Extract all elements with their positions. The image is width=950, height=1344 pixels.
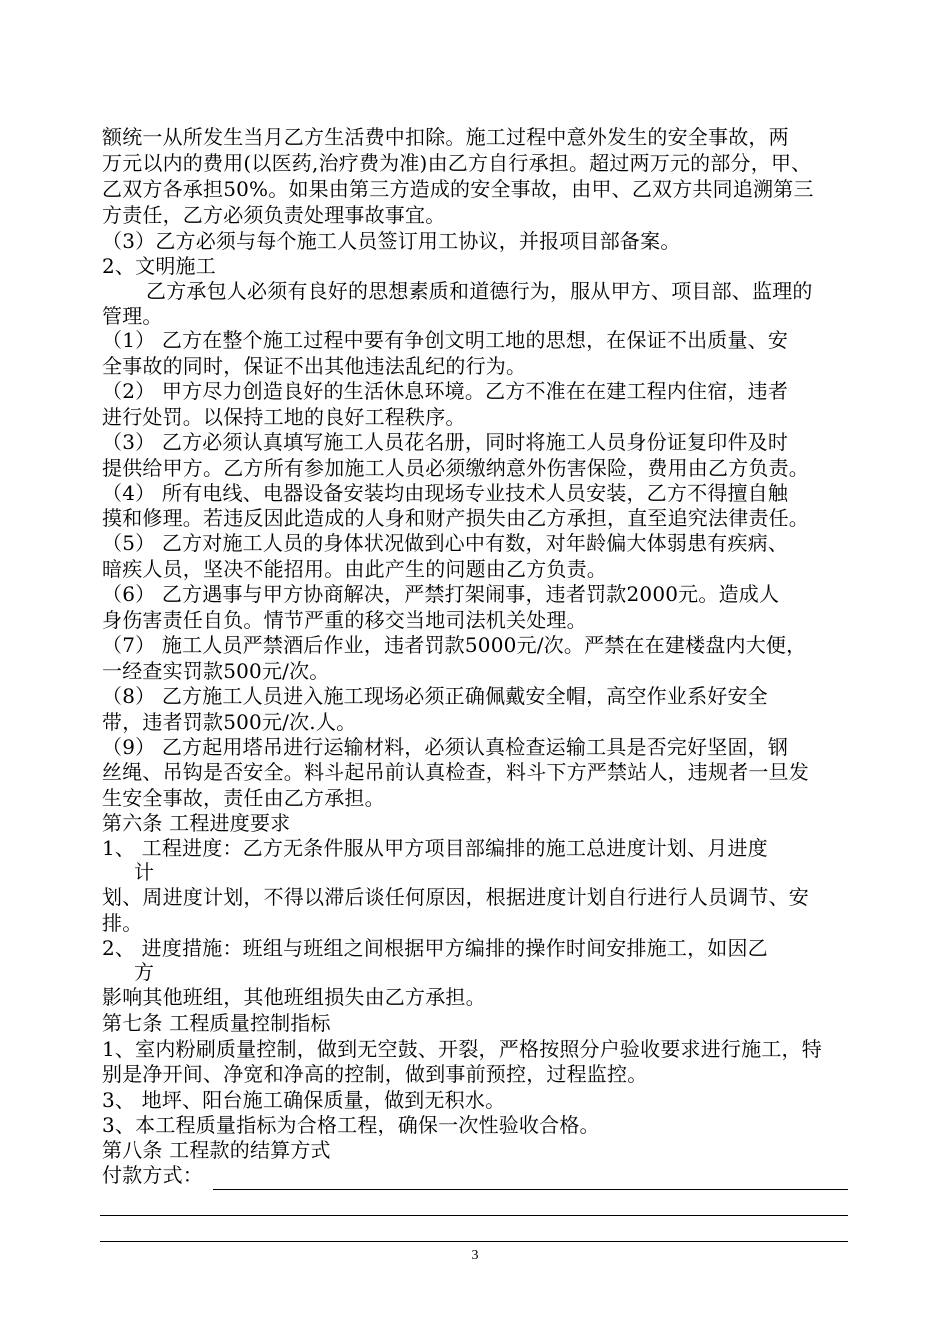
text-line: 排。 bbox=[102, 911, 143, 935]
text-line: （7） 施工人员严禁酒后作业，违者罚款5000元/次。严禁在在建楼盘内大便， bbox=[102, 633, 807, 657]
fill-in-line bbox=[100, 1241, 848, 1242]
text-line: 提供给甲方。乙方所有参加施工人员必须缴纳意外伤害保险，费用由乙方负责。 bbox=[102, 456, 809, 480]
text-line: （9） 乙方起用塔吊进行运输材料，必须认真检查运输工具是否完好坚固，钢 bbox=[102, 735, 789, 759]
text-line: 全事故的同时，保证不出其他违法乱纪的行为。 bbox=[102, 354, 527, 378]
text-line: 万元以内的费用(以医药,治疗费为准)由乙方自行承担。超过两万元的部分，甲、 bbox=[102, 151, 812, 175]
page-number: 3 bbox=[471, 1248, 479, 1263]
text-line: 身伤害责任自负。情节严重的移交当地司法机关处理。 bbox=[102, 608, 587, 632]
text-line: 计 bbox=[134, 860, 155, 884]
text-line: 管理。 bbox=[102, 304, 163, 328]
text-line: （3）乙方必须与每个施工人员签订用工协议，并报项目部备案。 bbox=[102, 229, 681, 253]
text-line: （2） 甲方尽力创造良好的生活休息环境。乙方不准在在建工程内住宿，违者 bbox=[102, 379, 789, 403]
text-line: 进行处罚。以保持工地的良好工程秩序。 bbox=[102, 405, 466, 429]
text-line: 乙双方各承担50%。如果由第三方造成的安全事故，由甲、乙双方共同追溯第三 bbox=[102, 177, 814, 201]
text-line: （3） 乙方必须认真填写施工人员花名册，同时将施工人员身份证复印件及时 bbox=[102, 430, 789, 454]
text-line: 3、 地坪、阳台施工确保质量，做到无积水。 bbox=[102, 1088, 506, 1112]
text-line: 摸和修理。若违反因此造成的人身和财产损失由乙方承担，直至追究法律责任。 bbox=[102, 506, 809, 530]
text-line: （8） 乙方施工人员进入施工现场必须正确佩戴安全帽，高空作业系好安全 bbox=[102, 684, 768, 708]
text-line: 额统一从所发生当月乙方生活费中扣除。施工过程中意外发生的安全事故，两 bbox=[102, 125, 789, 149]
section-heading: 2、文明施工 bbox=[102, 254, 216, 278]
text-line: （1） 乙方在整个施工过程中要有争创文明工地的思想，在保证不出质量、安 bbox=[102, 328, 789, 352]
text-line: 3、本工程质量指标为合格工程，确保一次性验收合格。 bbox=[102, 1113, 600, 1137]
text-line: 暗疾人员，坚决不能招用。由此产生的问题由乙方负责。 bbox=[102, 557, 607, 581]
text-line: 影响其他班组，其他班组损失由乙方承担。 bbox=[102, 985, 486, 1009]
text-line: 生安全事故，责任由乙方承担。 bbox=[102, 786, 385, 810]
payment-method-label: 付款方式： bbox=[102, 1163, 203, 1187]
text-line: （4） 所有电线、电器设备安装均由现场专业技术人员安装，乙方不得擅自触 bbox=[102, 481, 789, 505]
fill-in-line bbox=[213, 1189, 848, 1190]
text-line: 1、室内粉刷质量控制，做到无空鼓、开裂，严格按照分户验收要求进行施工，特 bbox=[102, 1037, 822, 1061]
text-line: 1、 工程进度：乙方无条件服从甲方项目部编排的施工总进度计划、月进度 bbox=[102, 836, 768, 860]
article-heading: 第七条 工程质量控制指标 bbox=[102, 1011, 331, 1035]
article-heading: 第六条 工程进度要求 bbox=[102, 811, 291, 835]
fill-in-line bbox=[100, 1215, 848, 1216]
text-line: （5） 乙方对施工人员的身体状况做到心中有数，对年龄偏大体弱患有疾病、 bbox=[102, 531, 789, 555]
text-line: 划、周进度计划，不得以滞后谈任何原因，根据进度计划自行进行人员调节、安 bbox=[102, 885, 809, 909]
text-line: 方 bbox=[134, 960, 155, 984]
text-line: 方责任，乙方必须负责处理事故事宜。 bbox=[102, 203, 446, 227]
text-line: 带，违者罚款500元/次.人。 bbox=[102, 710, 357, 734]
text-line: 2、 进度措施：班组与班组之间根据甲方编排的操作时间安排施工，如因乙 bbox=[102, 936, 768, 960]
text-line: 一经查实罚款500元/次。 bbox=[102, 659, 330, 683]
article-heading: 第八条 工程款的结算方式 bbox=[102, 1138, 331, 1162]
text-line: （6） 乙方遇事与甲方协商解决，严禁打架闹事，违者罚款2000元。造成人 bbox=[102, 582, 780, 606]
text-line: 别是净开间、净宽和净高的控制，做到事前预控，过程监控。 bbox=[102, 1062, 648, 1086]
text-line: 乙方承包人必须有良好的思想素质和道德行为，服从甲方、项目部、监理的 bbox=[146, 279, 813, 303]
text-line: 丝绳、吊钩是否安全。料斗起吊前认真检查，料斗下方严禁站人，违规者一旦发 bbox=[102, 760, 809, 784]
